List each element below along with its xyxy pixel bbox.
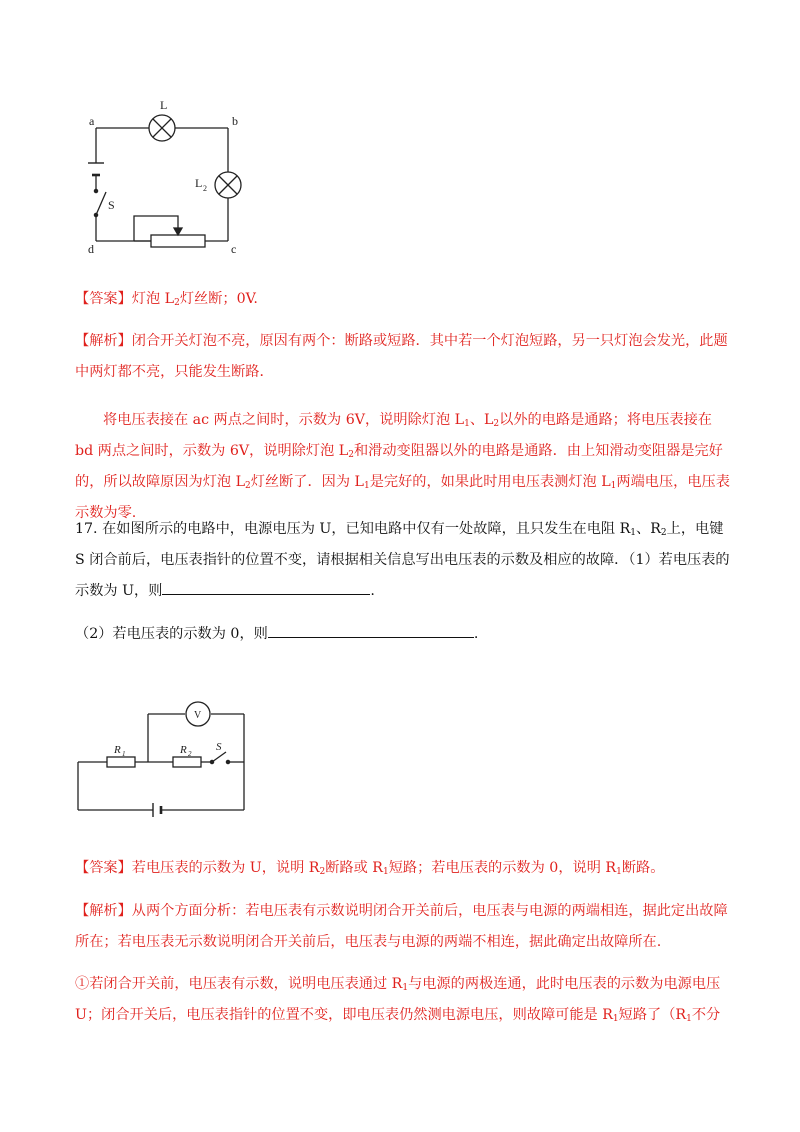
resistor-r2-icon	[173, 757, 201, 767]
subscript: 1	[686, 1014, 692, 1024]
resistor-r1-icon	[107, 757, 135, 767]
text-run: 、L	[469, 412, 494, 428]
label-r1-sub: 1	[122, 750, 126, 758]
battery-icon	[153, 803, 161, 817]
text-run: （2）若电压表的示数为 0，则	[75, 626, 268, 642]
label-r2-sub: 2	[188, 750, 192, 758]
answer-blank-1[interactable]	[162, 580, 370, 595]
text-run: 和滑动变阻器以外的电路是通路．由上知滑动变阻器是完好的，所以故障原因为灯泡 L	[75, 443, 723, 490]
subscript: 1	[402, 983, 409, 993]
label-v: V	[194, 710, 202, 721]
text-run: 断路。	[621, 860, 665, 876]
label-l1: L	[160, 98, 168, 112]
answer-16	[75, 284, 730, 315]
text-run: 不分	[691, 1007, 721, 1023]
label-s: S	[108, 198, 115, 212]
battery-icon	[88, 163, 104, 175]
label-l2-sub: 2	[203, 184, 207, 193]
analysis-16-para-2	[75, 405, 730, 529]
subscript: 1	[630, 528, 637, 538]
circuit-diagram-2	[70, 700, 255, 830]
circuit-diagram-1	[80, 95, 255, 255]
text-run: 、R	[636, 521, 661, 537]
switch-s-icon	[210, 752, 229, 764]
answer-blank-2[interactable]	[268, 623, 474, 638]
analysis-17-para-1	[75, 896, 730, 958]
text-run: 断路或 R	[325, 860, 383, 876]
subscript: 1	[464, 419, 470, 429]
text-run: .	[473, 626, 479, 642]
analysis-text: 从两个方面分析：若电压表有示数说明闭合开关前后，电压表与电源的两端相连，据此定出故障所在；若电压表无示数说明闭合开关前后，电压表与电源的两端不相连，据此确定出故障所在.	[75, 903, 728, 950]
analysis-tag: 【解析】	[75, 903, 132, 919]
subscript: 2	[493, 419, 500, 429]
answer-17	[75, 853, 730, 884]
text-run: 短路；若电压表的示数为 0，说明 R	[388, 860, 617, 876]
answer-text: 灯泡 L	[131, 291, 175, 307]
label-l2: L	[195, 176, 203, 190]
answer-tag: 【答案】	[75, 291, 132, 307]
text-run: 17. 在如图所示的电路中，电源电压为 U，已知电路中仅有一处故障，且只发生在电阻 R	[75, 521, 631, 537]
analysis-17-para-2	[75, 969, 730, 1031]
switch-s-icon	[94, 189, 106, 216]
subscript: 1	[612, 1014, 619, 1024]
label-d: d	[88, 242, 94, 255]
label-a: a	[89, 114, 95, 128]
subscript: 1	[616, 867, 622, 877]
text-run: 若电压表的示数为 U，说明 R	[131, 860, 320, 876]
subscript: 2	[319, 867, 326, 877]
text-run: 两端电压，电压表示数为零.	[75, 474, 730, 521]
text-run: 与电源的两极连通，此时电压表的示数为电源电压 U；闭合开关后，电压表指针的位置不变，即电压表仍然测电源电压，则故障可能是 R	[75, 976, 721, 1023]
answer-tag: 【答案】	[75, 860, 132, 876]
text-run: 灯丝断了．因为 L	[250, 474, 364, 490]
subscript: 1	[610, 481, 617, 491]
question-17	[75, 514, 730, 607]
analysis-16-para-1	[75, 326, 730, 388]
label-b: b	[232, 114, 238, 128]
text-run: 将电压表接在 ac 两点之间时，示数为 6V，说明除灯泡 L	[103, 412, 465, 428]
question-17-part-2	[75, 619, 730, 650]
text-run: 是完好的，如果此时用电压表测灯泡 L	[369, 474, 611, 490]
analysis-tag: 【解析】	[75, 333, 132, 349]
subscript: 2	[348, 450, 354, 460]
analysis-text: 闭合开关灯泡不亮，原因有两个：断路或短路．其中若一个灯泡短路，另一只灯泡会发光，此题中两灯都不亮，只能发生断路．	[75, 333, 728, 380]
subscript: 1	[363, 481, 370, 491]
answer-text: 灯丝断；0V.	[179, 291, 258, 307]
subscript: 2	[245, 481, 251, 491]
text-run: 短路了（R	[618, 1007, 687, 1023]
subscript: 2	[660, 528, 667, 538]
text-run: .	[370, 583, 375, 599]
label-r1: R	[114, 744, 121, 756]
lamp-l1-icon	[149, 115, 175, 141]
subscript: 1	[383, 867, 389, 877]
text-run: ①若闭合开关前，电压表有示数，说明电压表通过 R	[75, 976, 403, 992]
rheostat-icon	[134, 216, 205, 247]
label-s: S	[216, 741, 222, 753]
label-c: c	[231, 242, 237, 255]
text-run: 以外的电路是通路；将电压表接在 bd 两点之间时，示数为 6V，说明除灯泡 L	[75, 412, 712, 459]
text-run: 上，电键 S 闭合前后，电压表指针的位置不变，请根据相关信息写出电压表的示数及相应的故障．（1）若电压表的示数为 U，则	[75, 521, 730, 599]
subscript: 2	[174, 298, 180, 308]
lamp-l2-icon	[215, 172, 241, 198]
label-r2: R	[180, 744, 187, 756]
